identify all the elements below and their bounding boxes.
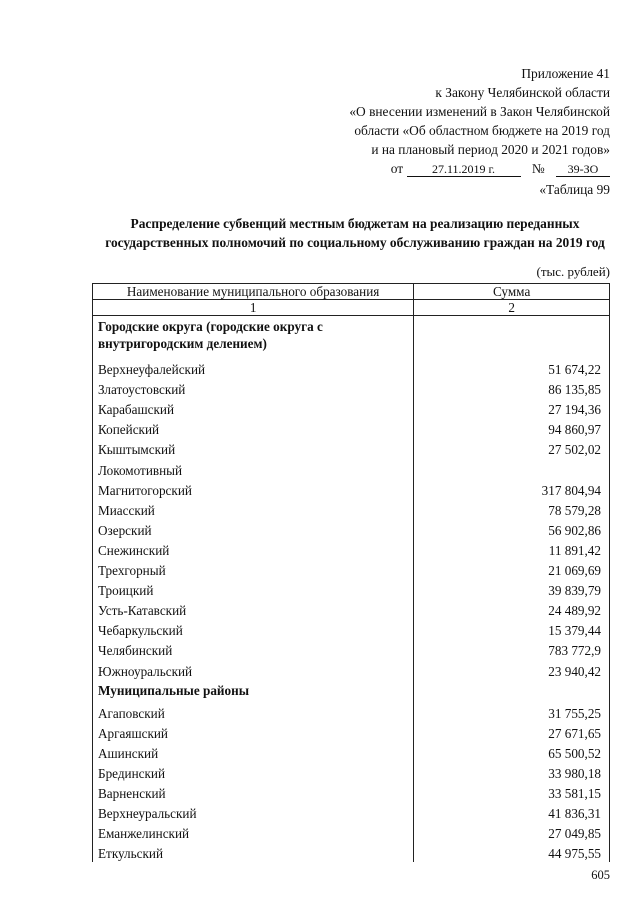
municipality-name: Агаповский xyxy=(93,702,414,722)
table-row xyxy=(93,479,610,499)
table-row xyxy=(93,358,610,378)
subvention-sum xyxy=(414,458,610,478)
subvention-sum: 39 839,79 xyxy=(414,579,610,599)
appendix-line: «О внесении изменений в Закон Челябинской xyxy=(349,104,610,119)
table-row xyxy=(93,619,610,639)
decree-number: 39-ЗО xyxy=(556,162,610,177)
municipality-name: Усть-Катавский xyxy=(93,599,414,619)
subvention-sum: 317 804,94 xyxy=(414,479,610,499)
subvention-sum: 94 860,97 xyxy=(414,418,610,438)
subvention-sum: 27 671,65 xyxy=(414,722,610,742)
group-sum-cell xyxy=(414,680,610,702)
decree-line xyxy=(391,159,610,178)
municipality-name: Верхнеуральский xyxy=(93,802,414,822)
subvention-sum: 33 980,18 xyxy=(414,762,610,782)
page-number: 605 xyxy=(591,868,610,882)
decree-date: 27.11.2019 г. xyxy=(407,162,521,177)
table-row xyxy=(93,802,610,822)
municipality-name: Аргаяшский xyxy=(93,722,414,742)
table-row xyxy=(93,438,610,458)
from-label: от xyxy=(390,161,404,176)
appendix-header xyxy=(190,64,610,178)
number-sign: № xyxy=(531,161,545,176)
table-reference: «Таблица 99 xyxy=(539,182,610,197)
column-header-sum: Сумма xyxy=(414,284,610,300)
appendix-line: Приложение 41 xyxy=(521,66,610,81)
column-header-name: Наименование муниципального образования xyxy=(93,284,414,300)
municipality-name: Магнитогорский xyxy=(93,479,414,499)
municipality-name: Южноуральский xyxy=(93,659,414,679)
municipality-name: Озерский xyxy=(93,519,414,539)
municipality-name: Златоустовский xyxy=(93,378,414,398)
subvention-sum: 11 891,42 xyxy=(414,539,610,559)
municipality-name: Кыштымский xyxy=(93,438,414,458)
table-row xyxy=(93,762,610,782)
table-row xyxy=(93,842,610,862)
subvention-sum: 56 902,86 xyxy=(414,519,610,539)
municipality-name: Троицкий xyxy=(93,579,414,599)
table-row xyxy=(93,458,610,478)
subvention-sum: 27 049,85 xyxy=(414,822,610,842)
table-row xyxy=(93,378,610,398)
municipality-name: Верхнеуфалейский xyxy=(93,358,414,378)
subvention-sum: 41 836,31 xyxy=(414,802,610,822)
subvention-sum: 31 755,25 xyxy=(414,702,610,722)
appendix-line: области «Об областном бюджете на 2019 год xyxy=(354,123,610,138)
document-title: Распределение субвенций местным бюджетам на реализацию переданных государственных полномочий по социальному обслуживанию граждан на 2019 год xyxy=(105,216,605,250)
subvention-sum: 86 135,85 xyxy=(414,378,610,398)
subvention-sum: 44 975,55 xyxy=(414,842,610,862)
table-row xyxy=(93,639,610,659)
table-row xyxy=(93,599,610,619)
table-row xyxy=(93,822,610,842)
table-body xyxy=(93,316,610,863)
subvention-sum: 78 579,28 xyxy=(414,499,610,519)
municipality-name: Еманжелинский xyxy=(93,822,414,842)
subvention-sum: 27 502,02 xyxy=(414,438,610,458)
municipality-name: Снежинский xyxy=(93,539,414,559)
table-row xyxy=(93,722,610,742)
table-row xyxy=(93,782,610,802)
subvention-sum: 783 772,9 xyxy=(414,639,610,659)
column-number: 2 xyxy=(414,300,610,316)
header-row xyxy=(93,284,610,300)
table-row xyxy=(93,499,610,519)
table-row xyxy=(93,539,610,559)
municipality-name: Брединский xyxy=(93,762,414,782)
table-row xyxy=(93,659,610,679)
table-row xyxy=(93,559,610,579)
municipality-name: Чебаркульский xyxy=(93,619,414,639)
group-name: Муниципальные районы xyxy=(93,680,414,702)
municipality-name: Карабашский xyxy=(93,398,414,418)
subvention-sum: 23 940,42 xyxy=(414,659,610,679)
municipality-name: Трехгорный xyxy=(93,559,414,579)
group-row xyxy=(93,680,610,702)
table-row xyxy=(93,742,610,762)
appendix-line: и на плановый период 2020 и 2021 годов» xyxy=(371,142,610,157)
municipality-name: Еткульский xyxy=(93,842,414,862)
units-label: (тыс. рублей) xyxy=(536,264,610,279)
subvention-sum: 51 674,22 xyxy=(414,358,610,378)
table-row xyxy=(93,579,610,599)
group-name: Городские округа (городские округа с внутригородским делением) xyxy=(93,316,414,359)
municipality-name: Челябинский xyxy=(93,639,414,659)
appendix-line: к Закону Челябинской области xyxy=(435,85,610,100)
table-row xyxy=(93,702,610,722)
subvention-sum: 65 500,52 xyxy=(414,742,610,762)
table-row xyxy=(93,398,610,418)
subvention-sum: 24 489,92 xyxy=(414,599,610,619)
municipality-name: Варненский xyxy=(93,782,414,802)
subvention-table xyxy=(92,283,610,862)
column-number: 1 xyxy=(93,300,414,316)
municipality-name: Локомотивный xyxy=(93,458,414,478)
municipality-name: Ашинский xyxy=(93,742,414,762)
subvention-sum: 21 069,69 xyxy=(414,559,610,579)
subvention-sum: 33 581,15 xyxy=(414,782,610,802)
subvention-sum: 15 379,44 xyxy=(414,619,610,639)
group-sum-cell xyxy=(414,316,610,359)
table-row xyxy=(93,519,610,539)
subvention-sum: 27 194,36 xyxy=(414,398,610,418)
column-number-row xyxy=(93,300,610,316)
group-row xyxy=(93,316,610,359)
municipality-name: Копейский xyxy=(93,418,414,438)
municipality-name: Миасский xyxy=(93,499,414,519)
table-row xyxy=(93,418,610,438)
